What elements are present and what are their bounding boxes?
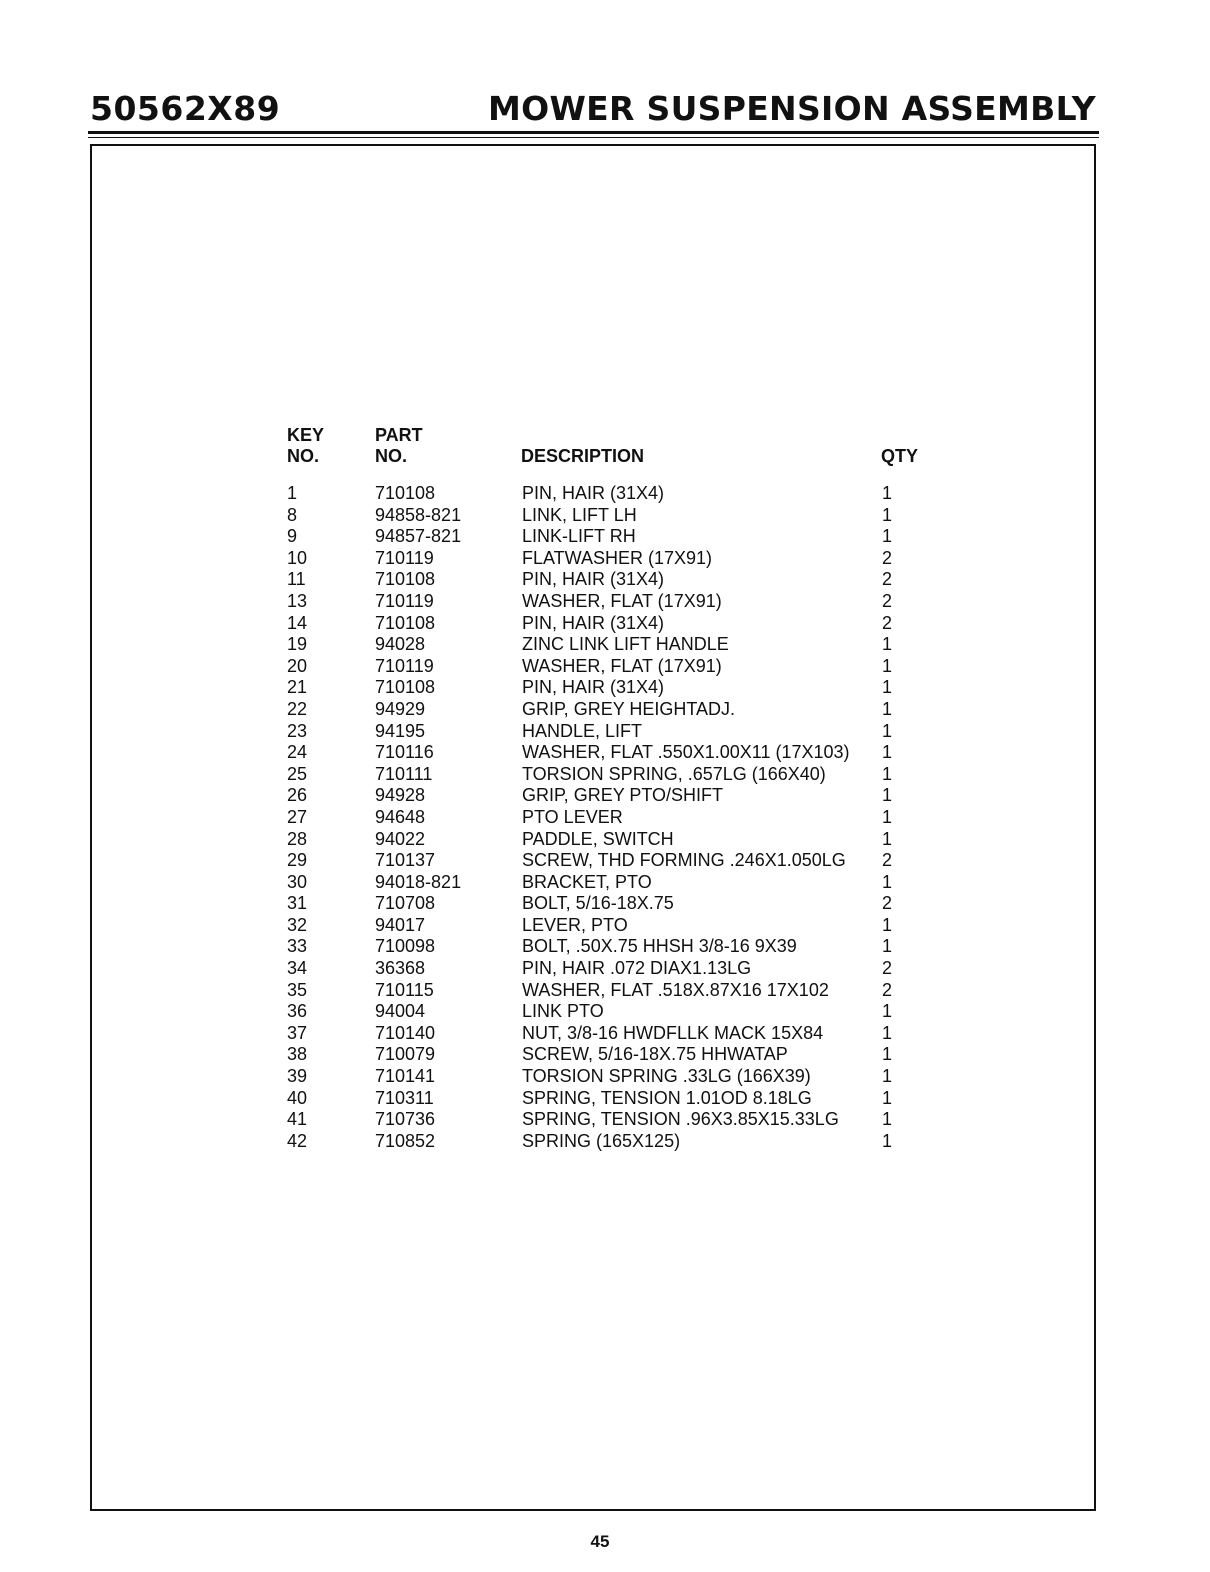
qty-cell: 2 bbox=[882, 547, 893, 568]
key-no-cell: 35 bbox=[287, 979, 308, 1000]
table-row bbox=[287, 1001, 937, 1023]
qty-cell: 1 bbox=[882, 1109, 893, 1130]
key-no-cell: 24 bbox=[287, 742, 308, 763]
col-header-description: DESCRIPTION bbox=[521, 446, 645, 466]
description-cell: SCREW, 5/16-18X.75 HHWATAP bbox=[522, 1044, 788, 1065]
qty-cell: 1 bbox=[882, 785, 893, 806]
col-header-key-line1: KEY bbox=[287, 425, 325, 445]
col-header-key-line2: NO. bbox=[287, 446, 320, 466]
key-no-cell: 14 bbox=[287, 612, 308, 633]
part-no-cell: 710119 bbox=[375, 590, 434, 611]
description-cell: HANDLE, LIFT bbox=[522, 720, 643, 741]
key-no-cell: 9 bbox=[287, 526, 298, 547]
key-no-cell: 28 bbox=[287, 828, 308, 849]
qty-cell: 1 bbox=[882, 1022, 893, 1043]
key-no-cell: 32 bbox=[287, 914, 308, 935]
qty-cell: 1 bbox=[882, 806, 893, 827]
parts-table bbox=[287, 425, 937, 1152]
part-no-cell: 94195 bbox=[375, 720, 426, 741]
part-no-cell: 710111 bbox=[375, 763, 433, 784]
part-no-cell: 710108 bbox=[375, 483, 436, 503]
table-row bbox=[287, 526, 937, 548]
description-cell: SPRING, TENSION 1.01OD 8.18LG bbox=[522, 1087, 812, 1108]
description-cell: PTO LEVER bbox=[522, 806, 623, 827]
table-row bbox=[287, 548, 937, 570]
part-no-cell: 710119 bbox=[375, 655, 434, 676]
qty-cell: 2 bbox=[882, 590, 893, 611]
table-row bbox=[287, 1109, 937, 1131]
description-cell: GRIP, GREY PTO/SHIFT bbox=[522, 785, 724, 806]
col-header-key bbox=[287, 425, 324, 467]
part-no-cell: 710098 bbox=[375, 936, 436, 957]
key-no-cell: 10 bbox=[287, 547, 308, 568]
table-row bbox=[287, 829, 937, 851]
part-no-cell: 710141 bbox=[375, 1066, 436, 1087]
header-rule-thick bbox=[88, 131, 1099, 134]
qty-cell: 1 bbox=[882, 677, 893, 698]
table-row bbox=[287, 1088, 937, 1110]
part-no-cell: 710119 bbox=[375, 547, 434, 568]
col-header-qty: QTY bbox=[881, 446, 919, 466]
qty-cell: 1 bbox=[882, 936, 893, 957]
description-cell: PIN, HAIR (31X4) bbox=[522, 569, 665, 590]
model-number: 50562X89 bbox=[90, 89, 281, 128]
qty-cell: 1 bbox=[882, 1001, 893, 1022]
table-row bbox=[287, 677, 937, 699]
part-no-cell: 710852 bbox=[375, 1130, 436, 1151]
table-row bbox=[287, 505, 937, 527]
qty-cell: 1 bbox=[882, 914, 893, 935]
description-cell: WASHER, FLAT .550X1.00X11 (17X103) bbox=[522, 742, 850, 763]
part-no-cell: 94858-821 bbox=[375, 504, 462, 525]
part-no-cell: 710115 bbox=[375, 979, 434, 1000]
table-row bbox=[287, 591, 937, 613]
part-no-cell: 710079 bbox=[375, 1044, 436, 1065]
key-no-cell: 25 bbox=[287, 763, 308, 784]
qty-cell: 1 bbox=[882, 763, 893, 784]
table-row bbox=[287, 742, 937, 764]
description-cell: PIN, HAIR (31X4) bbox=[522, 483, 665, 503]
key-no-cell: 22 bbox=[287, 698, 308, 719]
part-no-cell: 94018-821 bbox=[375, 871, 462, 892]
table-body bbox=[287, 483, 937, 1152]
description-cell: LINK, LIFT LH bbox=[522, 504, 637, 525]
key-no-cell: 26 bbox=[287, 785, 308, 806]
description-cell: PIN, HAIR (31X4) bbox=[522, 677, 665, 698]
key-no-cell: 37 bbox=[287, 1022, 308, 1043]
key-no-cell: 39 bbox=[287, 1066, 308, 1087]
table-row bbox=[287, 980, 937, 1002]
col-header-part-line1: PART bbox=[375, 425, 423, 445]
key-no-cell: 19 bbox=[287, 634, 308, 655]
qty-cell: 1 bbox=[882, 698, 893, 719]
qty-cell: 1 bbox=[882, 742, 893, 763]
part-no-cell: 94929 bbox=[375, 698, 426, 719]
qty-cell: 1 bbox=[882, 526, 893, 547]
qty-cell: 1 bbox=[882, 483, 893, 503]
description-cell: PIN, HAIR .072 DIAX1.13LG bbox=[522, 958, 752, 979]
qty-cell: 2 bbox=[882, 850, 893, 871]
table-row bbox=[287, 613, 937, 635]
part-no-cell: 710140 bbox=[375, 1022, 436, 1043]
description-cell: SPRING, TENSION .96X3.85X15.33LG bbox=[522, 1109, 839, 1130]
part-no-cell: 94648 bbox=[375, 806, 426, 827]
part-no-cell: 710108 bbox=[375, 612, 436, 633]
key-no-cell: 13 bbox=[287, 590, 308, 611]
qty-cell: 2 bbox=[882, 893, 893, 914]
key-no-cell: 36 bbox=[287, 1001, 308, 1022]
qty-cell: 2 bbox=[882, 612, 893, 633]
part-no-cell: 710708 bbox=[375, 893, 436, 914]
qty-cell: 2 bbox=[882, 979, 893, 1000]
part-no-cell: 36368 bbox=[375, 958, 426, 979]
description-cell: NUT, 3/8-16 HWDFLLK MACK 15X84 bbox=[522, 1022, 824, 1043]
part-no-cell: 710137 bbox=[375, 850, 436, 871]
description-cell: PADDLE, SWITCH bbox=[522, 828, 674, 849]
table-row bbox=[287, 936, 937, 958]
part-no-cell: 710108 bbox=[375, 677, 436, 698]
table-row bbox=[287, 893, 937, 915]
part-no-cell: 710736 bbox=[375, 1109, 436, 1130]
col-header-part-line2: NO. bbox=[375, 446, 408, 466]
key-no-cell: 42 bbox=[287, 1130, 308, 1151]
part-no-cell: 94022 bbox=[375, 828, 426, 849]
qty-cell: 2 bbox=[882, 569, 893, 590]
table-row bbox=[287, 807, 937, 829]
qty-cell: 1 bbox=[882, 828, 893, 849]
qty-cell: 1 bbox=[882, 871, 893, 892]
page-number: 45 bbox=[590, 1532, 610, 1551]
part-no-cell: 710116 bbox=[375, 742, 434, 763]
description-cell: WASHER, FLAT (17X91) bbox=[522, 590, 722, 611]
key-no-cell: 27 bbox=[287, 806, 308, 827]
part-no-cell: 94028 bbox=[375, 634, 426, 655]
key-no-cell: 23 bbox=[287, 720, 308, 741]
part-no-cell: 94857-821 bbox=[375, 526, 462, 547]
key-no-cell: 33 bbox=[287, 936, 308, 957]
key-no-cell: 1 bbox=[287, 483, 298, 503]
qty-cell: 1 bbox=[882, 634, 893, 655]
table-row bbox=[287, 915, 937, 937]
description-cell: ZINC LINK LIFT HANDLE bbox=[522, 634, 729, 655]
description-cell: LINK-LIFT RH bbox=[522, 526, 636, 547]
description-cell: SCREW, THD FORMING .246X1.050LG bbox=[522, 850, 846, 871]
qty-cell: 1 bbox=[882, 720, 893, 741]
description-cell: BOLT, 5/16-18X.75 bbox=[522, 893, 674, 914]
key-no-cell: 20 bbox=[287, 655, 308, 676]
qty-cell: 1 bbox=[882, 1130, 893, 1151]
table-row bbox=[287, 785, 937, 807]
part-no-cell: 710108 bbox=[375, 569, 436, 590]
key-no-cell: 31 bbox=[287, 893, 308, 914]
description-cell: BOLT, .50X.75 HHSH 3/8-16 9X39 bbox=[522, 936, 797, 957]
description-cell: WASHER, FLAT .518X.87X16 17X102 bbox=[522, 979, 829, 1000]
table-row bbox=[287, 850, 937, 872]
key-no-cell: 38 bbox=[287, 1044, 308, 1065]
key-no-cell: 21 bbox=[287, 677, 308, 698]
key-no-cell: 40 bbox=[287, 1087, 308, 1108]
part-no-cell: 94004 bbox=[375, 1001, 426, 1022]
key-no-cell: 41 bbox=[287, 1109, 308, 1130]
table-row bbox=[287, 699, 937, 721]
part-no-cell: 94017 bbox=[375, 914, 426, 935]
table-row bbox=[287, 1023, 937, 1045]
table-row bbox=[287, 1131, 937, 1153]
qty-cell: 1 bbox=[882, 504, 893, 525]
qty-cell: 2 bbox=[882, 958, 893, 979]
description-cell: FLATWASHER (17X91) bbox=[522, 547, 713, 568]
table-row bbox=[287, 958, 937, 980]
qty-cell: 1 bbox=[882, 1066, 893, 1087]
description-cell: PIN, HAIR (31X4) bbox=[522, 612, 665, 633]
table-row bbox=[287, 764, 937, 786]
part-no-cell: 710311 bbox=[375, 1087, 434, 1108]
table-row bbox=[287, 872, 937, 894]
description-cell: GRIP, GREY HEIGHTADJ. bbox=[522, 698, 736, 719]
part-no-cell: 94928 bbox=[375, 785, 426, 806]
table-header bbox=[287, 425, 937, 483]
description-cell: TORSION SPRING .33LG (166X39) bbox=[522, 1066, 811, 1087]
page-title: MOWER SUSPENSION ASSEMBLY bbox=[487, 89, 1096, 128]
table-row bbox=[287, 1066, 937, 1088]
key-no-cell: 29 bbox=[287, 850, 308, 871]
table-row bbox=[287, 656, 937, 678]
description-cell: WASHER, FLAT (17X91) bbox=[522, 655, 722, 676]
qty-cell: 1 bbox=[882, 1087, 893, 1108]
key-no-cell: 11 bbox=[287, 569, 306, 590]
key-no-cell: 30 bbox=[287, 871, 308, 892]
table-row bbox=[287, 569, 937, 591]
description-cell: BRACKET, PTO bbox=[522, 871, 652, 892]
col-header-part bbox=[375, 425, 423, 467]
qty-cell: 1 bbox=[882, 1044, 893, 1065]
table-row bbox=[287, 1044, 937, 1066]
description-cell: LEVER, PTO bbox=[522, 914, 628, 935]
description-cell: LINK PTO bbox=[522, 1001, 604, 1022]
table-row bbox=[287, 721, 937, 743]
table-row bbox=[287, 483, 937, 505]
header-rule-thin bbox=[88, 137, 1099, 138]
key-no-cell: 8 bbox=[287, 504, 298, 525]
table-row bbox=[287, 634, 937, 656]
qty-cell: 1 bbox=[882, 655, 893, 676]
description-cell: TORSION SPRING, .657LG (166X40) bbox=[522, 763, 826, 784]
key-no-cell: 34 bbox=[287, 958, 308, 979]
description-cell: SPRING (165X125) bbox=[522, 1130, 681, 1151]
